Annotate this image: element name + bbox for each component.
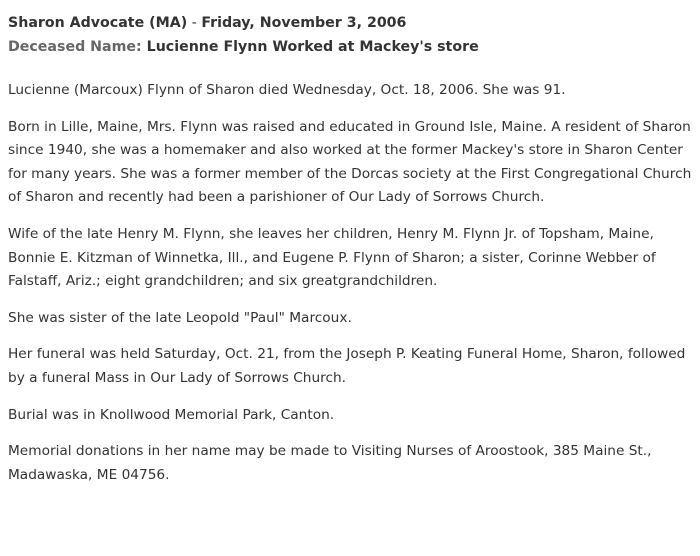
source-line [8,11,692,35]
publication-date: Friday, November 3, 2006 [201,15,407,31]
separator: - [187,15,202,31]
paragraph-burial: Burial was in Knollwood Memorial Park, Canton. [8,406,335,423]
paragraph-survivors: Wife of the late Henry M. Flynn, she leaves her children, Henry M. Flynn Jr. of Topsham, Maine, Bonnie E. Kitzman of Winnetka, Ill., and Eugene P. Flynn of Sharon; a sister, Corinne Webber of Falstaff, Ariz.; eight grandchildren; and six greatgrandchildren. [8,225,656,290]
paragraph-death-notice: Lucienne (Marcoux) Flynn of Sharon died Wednesday, Oct. 18, 2006. She was 91. [8,82,566,98]
deceased-name: Lucienne Flynn Worked at Mackey's store [146,39,479,55]
paragraph-donations: Memorial donations in her name may be made to Visiting Nurses of Aroostook, 385 Maine St., Madawaska, ME 04756. [8,443,652,483]
obituary-body [8,79,692,487]
deceased-line [8,35,692,59]
deceased-label: Deceased Name: [8,39,142,55]
newspaper-name: Sharon Advocate (MA) [8,15,188,31]
paragraph-sibling: She was sister of the late Leopold "Paul" Marcoux. [8,309,352,326]
paragraph-funeral: Her funeral was held Saturday, Oct. 21, from the Joseph P. Keating Funeral Home, Sharon, followed by a funeral Mass in Our Lady of Sorrows Church. [8,346,686,386]
paragraph-biography: Born in Lille, Maine, Mrs. Flynn was raised and educated in Ground Isle, Maine. A resident of Sharon since 1940, she was a homemaker and also worked at the former Mackey's store in Sharon Center for many years. She was a former member of the Dorcas society at the First Congregational Church of Sharon and recently had been a parishioner of Our Lady of Sorrows Church. [8,118,692,206]
